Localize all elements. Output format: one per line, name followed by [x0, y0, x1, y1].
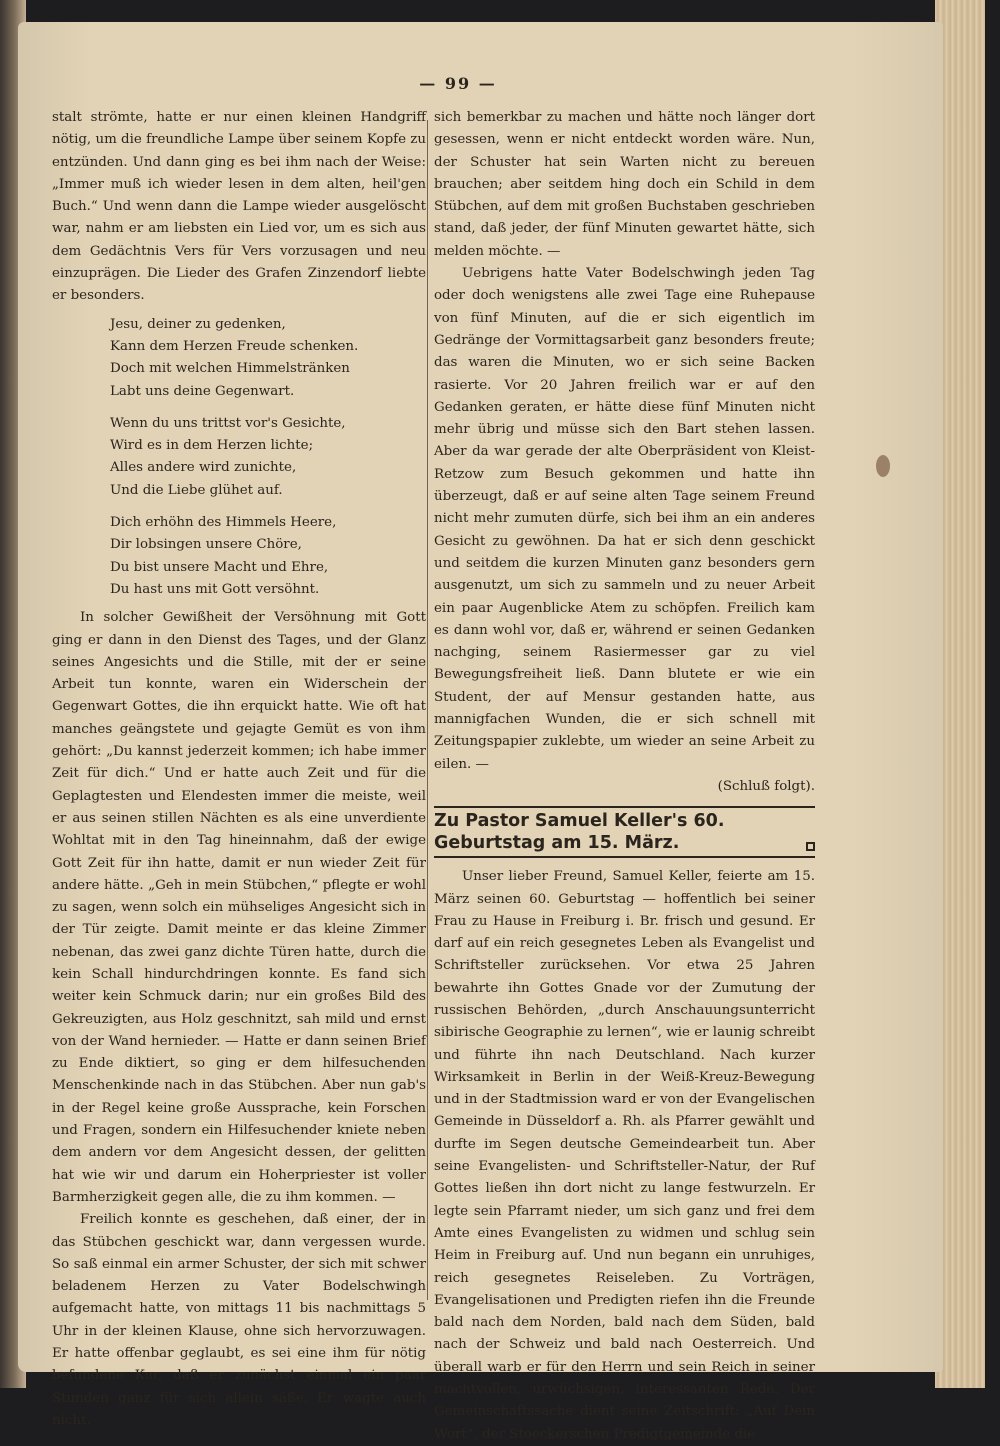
- verse-line: Du hast uns mit Gott versöhnt.: [110, 581, 320, 597]
- verse-line: Dich erhöhn des Himmels Heere,: [110, 515, 337, 531]
- continuation-note: (Schluß folgt).: [717, 778, 815, 794]
- right-column: [434, 107, 815, 1446]
- paragraph-keller: Unser lieber Freund, Samuel Keller, feierte am 15. März seinen 60. Geburtstag — hoffentlich bei seiner Frau zu Hause in Freiburg i. Br. frisch und gesund. Er darf auf ein reich gesegnetes Leben als Evangelist und Schriftsteller zurücksehen. Vor etwa 25 Jahren bewahrte ihn Gottes Gnade vor der Zumutung der russischen Behörden, „durch Anschauungsunterricht sibirische Geographie zu lernen“, wie er launig schreibt und führte ihn nach Deutschland. Nach kurzer Wirksamkeit in Berlin in der Weiß-Kreuz-Bewegung und in der Stadtmission ward er von der Evangelischen Gemeinde in Düsseldorf a. Rh. als Pfarrer gewählt und durfte im Segen deutsche Gemeindearbeit tun. Aber seine Evangelisten- und Schriftsteller-Natur, der Ruf Gottes ließen ihn dort nicht zu lange festwurzeln. Er legte sein Pfarramt nieder, um sich ganz und frei dem Amte eines Evangelisten zu widmen und schlug sein Heim in Freiburg auf. Und nun begann ein unruhiges, reich gesegnetes Reiseleben. Zu Vorträgen, Evangelisationen und Predigten riefen ihn die Freunde bald nach dem Norden, bald nach dem Süden, bald nach der Schweiz und bald nach Oesterreich. Und überall warb er für den Herrn und sein Reich in seiner machtvollen, urwüchsigen, interessanten Rede. Der Gemeinschaftssache dient seine Zeitschrift: „Auf Dein Wort“, der Stoeckerschen Predigtgemeinde die: [434, 869, 815, 1442]
- verse-line: Kann dem Herzen Freude schenken.: [110, 338, 359, 354]
- stanza-gap: [110, 502, 426, 512]
- left-column: [52, 107, 426, 1432]
- verse-line: Du bist unsere Macht und Ehre,: [110, 559, 329, 575]
- paragraph-intro: stalt strömte, hatte er nur einen kleinen Handgriff nötig, um die freundliche Lampe über seinem Kopfe zu entzünden. Und dann ging es bei ihm nach der Weise: „Immer muß ich wieder lesen in dem alten, heil'gen Buch.“ Und wenn dann die Lampe wieder ausgelöscht war, nahm er am liebsten ein Lied vor, um es sich aus dem Gedächtnis Vers für Vers vorzusagen und neu einzuprägen. Die Lieder des Grafen Zinzendorf liebte er besonders.: [52, 110, 426, 304]
- verse-line: Doch mit welchen Himmelstränken: [110, 361, 350, 377]
- column-divider: [427, 120, 428, 1300]
- verse-line: Labt uns deine Gegenwart.: [110, 383, 295, 399]
- stanza-gap: [110, 403, 426, 413]
- paragraph-uebrigens: Uebrigens hatte Vater Bodelschwingh jeden Tag oder doch wenigstens alle zwei Tage eine Ruhepause von fünf Minuten, auf die er sich eigentlich im Gedränge der Vormittagsarbeit ganz besonders freute; das waren die Minuten, wo er sich seine Backen rasierte. Vor 20 Jahren freilich war er auf den Gedanken geraten, er hätte diese fünf Minuten nicht mehr übrig und müsse sich den Bart stehen lassen. Aber da war gerade der alte Oberpräsident von Kleist-Retzow zum Besuch gekommen und hatte ihn überzeugt, daß er auf seine alten Tage seinem Freund nicht mehr zumuten dürfe, sich bei ihm an ein anderes Gesicht zu gewöhnen. Da hat er sich denn geschickt und seitdem die kurzen Minuten ganz besonders gern ausgenutzt, um sich zu sammeln und zu neuer Arbeit ein paar Augenblicke Atem zu schöpfen. Freilich kam es dann wohl vor, daß er, während er seinen Gedanken nachging, seinem Rasiermesser gar zu viel Bewegungsfreiheit ließ. Dann blutete er wie ein Student, der auf Mensur gestanden hatte, aus mannigfachen Wunden, die er sich schnell mit Zeitungspapier zuklebte, um wieder an seine Arbeit zu eilen. —: [434, 266, 815, 772]
- closing-line: [434, 776, 815, 798]
- verse-line: Wenn du uns trittst vor's Gesichte,: [110, 415, 346, 431]
- article-heading: [434, 806, 815, 858]
- verse-line: Dir lobsingen unsere Chöre,: [110, 537, 302, 553]
- page-number: — 99 —: [419, 74, 497, 93]
- paragraph-gewissheit: In solcher Gewißheit der Versöhnung mit Gott ging er dann in den Dienst des Tages, und der Glanz seines Angesichts und die Stille, mit der er seine Arbeit tun konnte, waren ein Widerschein der Gegenwart Gottes, die ihn erquickt hatte. Wie oft hat manches geängstete und gejagte Gemüt es von ihm gehört: „Du kannst jederzeit kommen; ich habe immer Zeit für dich.“ Und er hatte auch Zeit und für die Geplagtesten und Elendesten immer die meiste, weil er aus seinen stillen Nächten es als eine unverdiente Wohltat mit in den Tag hineinnahm, daß der ewige Gott Zeit für ihn hatte, damit er nun wieder Zeit für andere hätte. „Geh in mein Stübchen,“ pflegte er wohl zu sagen, wenn solch ein mühseliges Angesicht sich in der Tür zeigte. Damit meinte er das kleine Zimmer nebenan, das zwei ganz dichte Türen hatte, durch die kein Schall hindurchdringen konnte. Es fand sich weiter kein Schmuck darin; nur ein großes Bild des Gekreuzigten, aus Holz geschnitzt, sah mild und ernst von der Wand hernieder. — Hatte er dann seinen Brief zu Ende diktiert, so ging er dem hilfesuchenden Menschenkinde nach in das Stübchen. Aber nun gab's in der Regel keine große Aussprache, kein Forschen und Fragen, sondern ein Hilfesuchender kniete neben dem andern vor dem Angesicht dessen, der gelitten hat wie wir und darum ein Hoherpriester ist voller Barmherzigkeit gegen alle, die zu ihm kommen. —: [52, 610, 426, 1205]
- verse-line: Jesu, deiner zu gedenken,: [110, 316, 286, 332]
- paragraph-continued: sich bemerkbar zu machen und hätte noch länger dort gesessen, wenn er nicht entdeckt worden wäre. Nun, der Schuster hat sein Warten nicht zu bereuen brauchen; aber seitdem hing doch ein Schild in dem Stübchen, auf dem mit großen Buchstaben geschrieben stand, daß jeder, der fünf Minuten gewartet hätte, sich melden möchte. —: [434, 110, 815, 259]
- article-title: Zu Pastor Samuel Keller's 60. Geburtstag am 15. März.: [434, 811, 725, 854]
- end-square-icon: [806, 842, 815, 851]
- verse-line: Alles andere wird zunichte,: [110, 460, 297, 476]
- verse-line: Und die Liebe glühet auf.: [110, 482, 283, 498]
- hymn-verse: [110, 314, 426, 602]
- paper-stain: [876, 455, 890, 477]
- verse-line: Wird es in dem Herzen lichte;: [110, 438, 314, 454]
- paragraph-freilich: Freilich konnte es geschehen, daß einer, der in das Stübchen geschickt war, dann vergessen wurde. So saß einmal ein armer Schuster, der sich mit schwer beladenem Herzen zu Vater Bodelschwingh aufgemacht hatte, von mittags 11 bis nachmittags 5 Uhr in der kleinen Klause, ohne sich hervorzuwagen. Er hatte offenbar geglaubt, es sei eine ihm für nötig befundene Kur, daß er zunächst einmal ein paar Stunden ganz für sich allein säße. Er wagte auch nicht,: [52, 1212, 426, 1428]
- book-page: [18, 22, 943, 1442]
